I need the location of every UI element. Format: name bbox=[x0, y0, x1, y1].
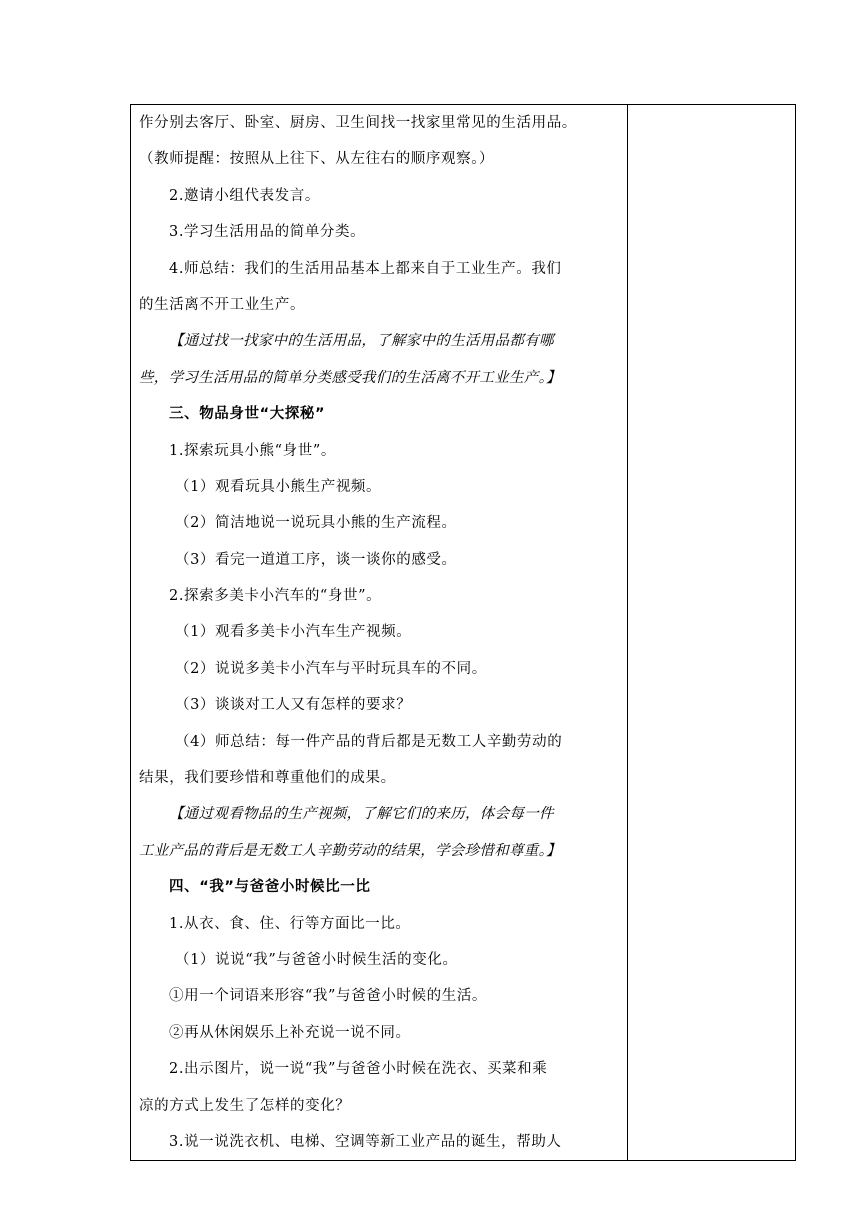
activity-cell bbox=[131, 105, 628, 1161]
text-line: 的生活离不开工业生产。 bbox=[139, 296, 306, 313]
activity-content bbox=[131, 105, 627, 1160]
text-line: ②再从休闲娱乐上补充说一说不同。 bbox=[169, 1024, 411, 1041]
design-note-line: 工业产品的背后是无数工人辛勤劳动的结果，学会珍惜和尊重。】 bbox=[139, 842, 561, 859]
text-line: （2）简洁地说一说玩具小熊的生产流程。 bbox=[175, 515, 457, 532]
design-note-line: 【通过找一找家中的生活用品，了解家中的生活用品都有哪 bbox=[169, 333, 554, 350]
section-heading: 四、“我”与爸爸小时候比一比 bbox=[169, 879, 371, 896]
text-line: 2.出示图片，说一说“我”与爸爸小时候在洗衣、买菜和乘 bbox=[169, 1061, 548, 1078]
text-line: （教师提醒：按照从上往下、从左往右的顺序观察。） bbox=[139, 151, 495, 168]
text-line: （4）师总结：每一件产品的背后都是无数工人辛勤劳动的 bbox=[175, 733, 563, 750]
text-line: （2）说说多美卡小汽车与平时玩具车的不同。 bbox=[175, 660, 487, 677]
design-note-line: 【通过观看物品的生产视频，了解它们的来历，体会每一件 bbox=[169, 806, 554, 823]
text-line: 2.邀请小组代表发言。 bbox=[169, 187, 320, 204]
design-note-line: 些，学习生活用品的简单分类感受我们的生活离不开工业生产。】 bbox=[139, 369, 561, 386]
text-line: 凉的方式上发生了怎样的变化？ bbox=[139, 1097, 351, 1114]
section-heading: 三、物品身世“大探秘” bbox=[169, 406, 326, 423]
text-line: 4.师总结：我们的生活用品基本上都来自于工业生产。我们 bbox=[169, 260, 562, 277]
text-line: 3.说一说洗衣机、电梯、空调等新工业产品的诞生，帮助人 bbox=[169, 1133, 562, 1150]
text-line: 2.探索多美卡小汽车的“身世”。 bbox=[169, 588, 382, 605]
text-line: （1）说说“我”与爸爸小时候生活的变化。 bbox=[175, 951, 458, 968]
text-line: 1.探索玩具小熊“身世”。 bbox=[169, 442, 336, 459]
table-row bbox=[131, 105, 796, 1161]
lesson-plan-table bbox=[130, 104, 796, 1161]
text-line: 作分别去客厅、卧室、厨房、卫生间找一找家里常见的生活用品。 bbox=[139, 115, 577, 131]
text-line: ①用一个词语来形容“我”与爸爸小时候的生活。 bbox=[169, 988, 488, 1005]
text-line: （1）观看玩具小熊生产视频。 bbox=[175, 478, 382, 495]
text-line: 结果，我们要珍惜和尊重他们的成果。 bbox=[139, 770, 396, 787]
notes-cell bbox=[628, 105, 796, 1161]
text-line: （3）谈谈对工人又有怎样的要求？ bbox=[175, 697, 412, 714]
text-line: （3）看完一道道工序，谈一谈你的感受。 bbox=[175, 551, 457, 568]
text-line: （1）观看多美卡小汽车生产视频。 bbox=[175, 624, 412, 641]
text-line: 1.从衣、食、住、行等方面比一比。 bbox=[169, 915, 411, 932]
text-line: 3.学习生活用品的简单分类。 bbox=[169, 224, 366, 241]
